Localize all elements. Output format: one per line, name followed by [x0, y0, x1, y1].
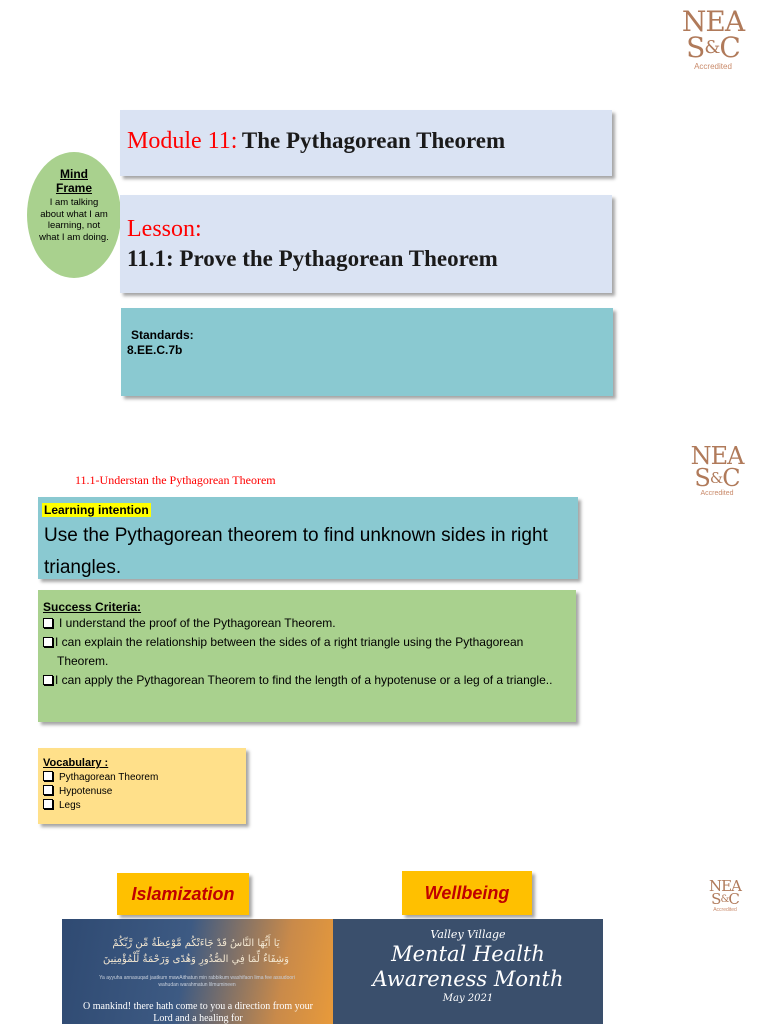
criteria-item-text: I understand the proof of the Pythagorean Theorem. — [59, 616, 336, 630]
logo-letter-a: A — [727, 442, 744, 470]
wellbeing-tag: Wellbeing — [402, 871, 532, 915]
vocab-item — [43, 798, 246, 814]
logo-accredited: Accredited — [694, 62, 732, 71]
neasc-logo — [678, 5, 748, 90]
lesson-title: 11.1: Prove the Pythagorean Theorem — [127, 246, 498, 271]
module-prefix: Module 11: — [127, 128, 238, 154]
neasc-logo-3 — [700, 879, 750, 925]
islamization-tag: Islamization — [117, 873, 249, 915]
logo-letter-a: A — [724, 5, 745, 38]
checkbox-icon — [43, 785, 53, 795]
logo-letter-s: S — [694, 464, 710, 492]
success-criteria-box — [38, 590, 576, 722]
criteria-item — [43, 671, 567, 690]
logo-letter-amp: & — [704, 37, 720, 58]
vocab-item-text: Legs — [59, 800, 81, 811]
standards-code: 8.EE.C.7b — [127, 343, 183, 357]
logo-letter-n: N — [681, 5, 706, 38]
logo-letter-n: N — [709, 877, 722, 895]
section-heading: 11.1-Understan the Pythagorean Theorem — [75, 473, 276, 487]
islamization-image — [62, 919, 333, 1024]
neasc-logo-2 — [682, 444, 752, 516]
logo-accredited: Accredited — [713, 907, 737, 913]
wellbeing-date: May 2021 — [442, 993, 494, 1004]
checkbox-icon — [43, 799, 53, 809]
criteria-item-text: I can explain the relationship between the sides of a right triangle using the Pythagorean Theorem. — [55, 635, 524, 668]
logo-letter-e: E — [721, 877, 732, 895]
lesson-title-box — [120, 195, 612, 293]
logo-letter-s: S — [686, 31, 705, 64]
lesson-label: Lesson: — [127, 216, 202, 242]
learning-intention-box — [38, 497, 578, 579]
criteria-item — [43, 614, 576, 633]
logo-letter-n: N — [690, 442, 711, 470]
vocabulary-label: Vocabulary : — [43, 757, 109, 769]
logo-letter-c: C — [722, 464, 740, 492]
quran-transliteration: Ya ayyuha annasuqad jaatkum mawAithatun min rabbikum washifaon lima fee assudoori wahudan warahmatun lilmumineen — [99, 975, 295, 988]
checkbox-icon — [43, 618, 53, 628]
logo-letter-a: A — [731, 877, 741, 895]
standards-box — [121, 308, 613, 396]
logo-accredited: Accredited — [700, 490, 734, 497]
mind-frame-text: I am talking about what I am learning, not what I am doing. — [39, 197, 109, 243]
mind-frame-badge — [27, 152, 121, 278]
learning-intention-label: Learning intention — [44, 503, 149, 517]
wellbeing-image — [333, 919, 603, 1024]
vocab-item-text: Pythagorean Theorem — [59, 772, 159, 783]
criteria-item — [43, 633, 527, 671]
checkbox-icon — [43, 771, 53, 781]
module-title-box — [120, 110, 612, 176]
checkbox-icon — [43, 675, 53, 685]
vocab-item — [43, 770, 246, 785]
vocab-item — [43, 785, 246, 798]
logo-letter-c: C — [728, 890, 739, 908]
wellbeing-script-top: Valley Village — [430, 928, 506, 941]
mind-frame-title: Mind Frame — [55, 167, 93, 195]
logo-letter-amp: & — [720, 893, 729, 905]
logo-letter-s: S — [711, 890, 721, 908]
standards-label: Standards: — [131, 328, 194, 342]
learning-intention-text: Use the Pythagorean theorem to find unknown sides in right triangles. — [44, 525, 548, 578]
logo-letter-c: C — [719, 31, 740, 64]
logo-letter-e: E — [710, 442, 728, 470]
vocabulary-box — [38, 748, 246, 824]
quran-verse-line2: وَشِفَاءٌ لِّمَا فِي الصُّدُورِ وَهُدًى وَرَحْمَةٌ لِّلْمُؤْمِنِينَ — [103, 954, 289, 965]
checkbox-icon — [43, 637, 53, 647]
quran-translation: O mankind! there hath come to you a direction from your Lord and a healing for — [83, 1001, 313, 1024]
wellbeing-title-line1: Mental Health — [391, 942, 545, 966]
wellbeing-title-line2: Awareness Month — [372, 967, 564, 991]
logo-letter-amp: & — [709, 468, 723, 487]
criteria-item-text: I can apply the Pythagorean Theorem to find the length of a hypotenuse or a leg of a triangle.. — [55, 673, 553, 687]
success-criteria-label: Success Criteria: — [43, 600, 142, 614]
vocab-item-text: Hypotenuse — [59, 786, 113, 797]
module-title: The Pythagorean Theorem — [241, 128, 506, 153]
quran-verse-line1: يَا أَيُّهَا النَّاسُ قَدْ جَاءَتْكُم مَّوْعِظَةٌ مِّن رَّبِّكُمْ — [112, 938, 280, 949]
logo-letter-e: E — [705, 5, 725, 38]
